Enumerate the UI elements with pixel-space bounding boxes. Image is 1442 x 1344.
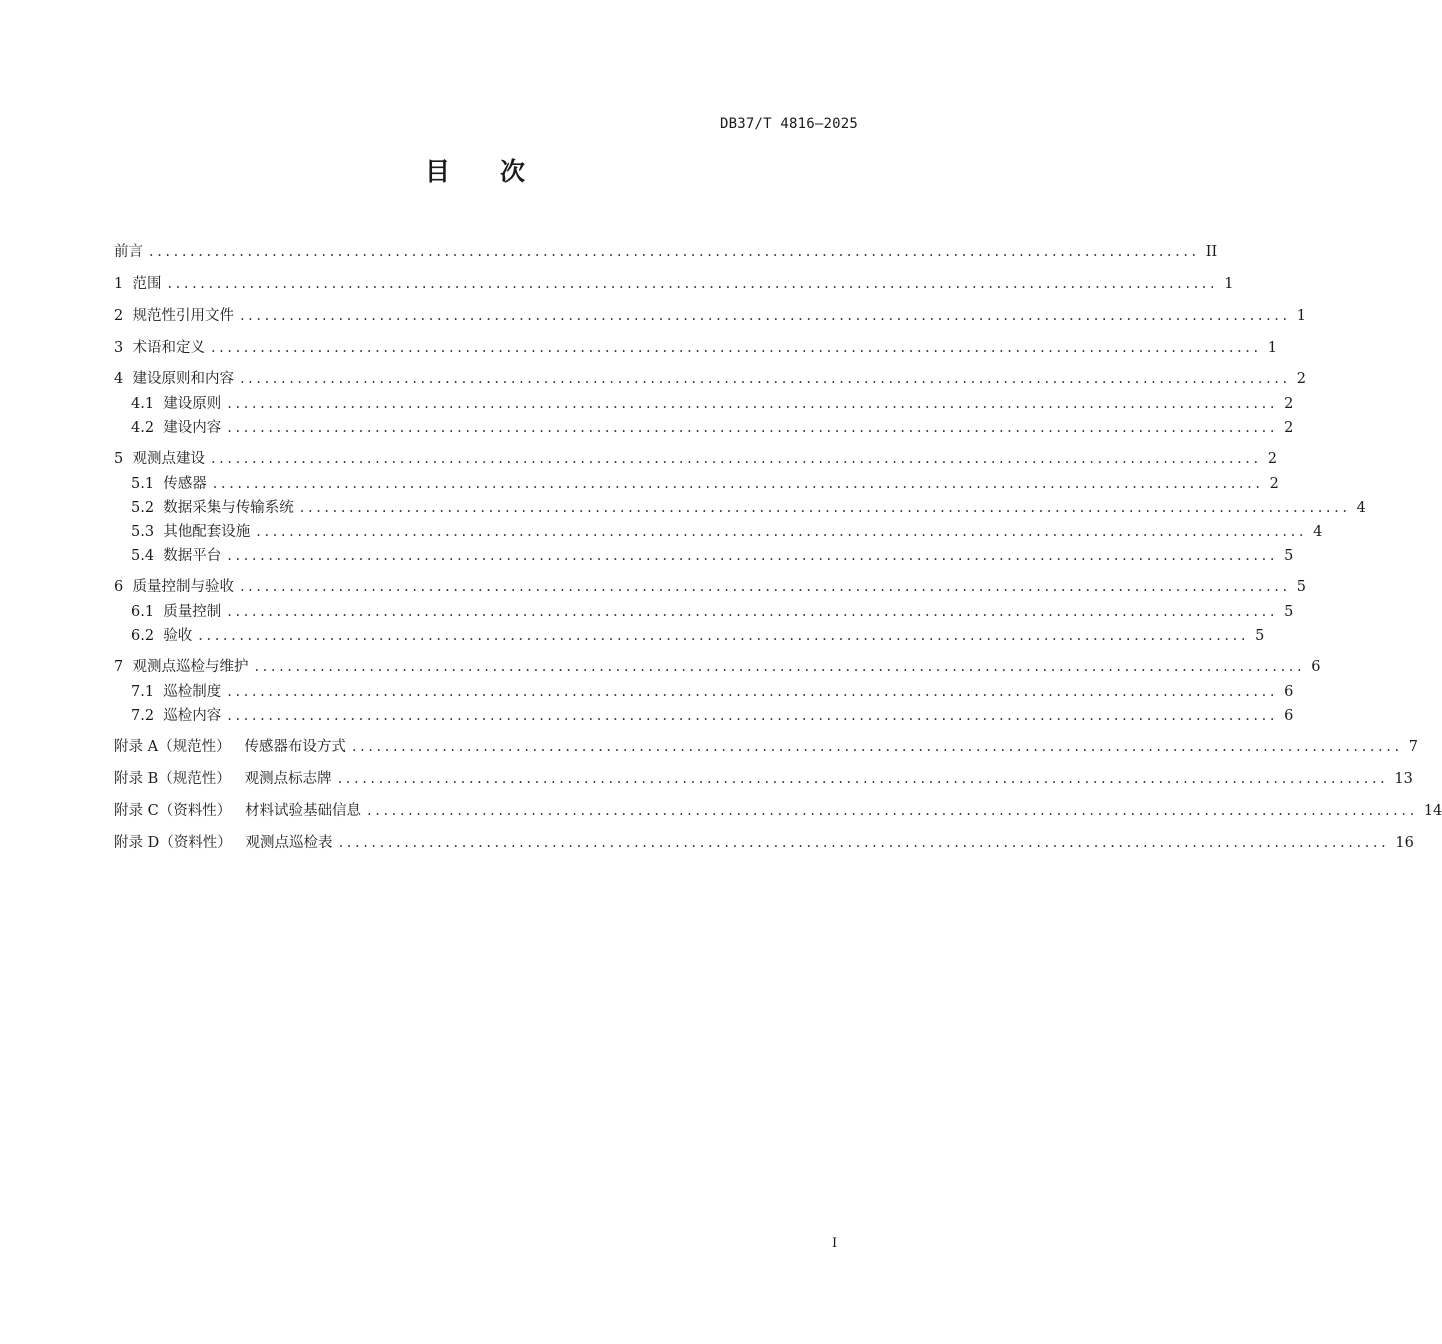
toc-page: 6: [1284, 684, 1294, 700]
toc-label: 观测点建设: [132, 451, 205, 467]
dot-leader: ................................................................................................................................: [239, 579, 1291, 595]
dot-leader: ................................................................................................................................: [227, 684, 1279, 700]
dot-leader: ................................................................................................................................: [227, 708, 1279, 724]
dot-leader: ................................................................................................................................: [210, 340, 1262, 356]
toc-page: 5: [1284, 548, 1294, 564]
toc-number: 7.1: [131, 684, 164, 700]
dot-leader: ................................................................................................................................: [351, 739, 1403, 755]
toc-page: 4: [1313, 524, 1323, 540]
dot-leader: ................................................................................................................................: [256, 524, 1308, 540]
toc-label: 传感器: [163, 476, 207, 492]
toc-entry[interactable]: [131, 474, 1279, 494]
dot-leader: ................................................................................................................................: [227, 548, 1279, 564]
toc-entry[interactable]: [114, 274, 1234, 294]
toc-label: 巡检制度: [163, 684, 222, 700]
document-code: DB37/T 4816—2025: [719, 116, 858, 132]
toc-label: 建设原则: [163, 396, 222, 412]
toc-label: 附录 B（规范性） 观测点标志牌: [114, 771, 332, 787]
toc-label: 附录 C（资料性） 材料试验基础信息: [114, 803, 362, 819]
toc-page: 2: [1284, 396, 1294, 412]
toc-number: 6.2: [131, 628, 164, 644]
title-part-2: 次: [500, 157, 526, 186]
toc-number: 6: [114, 579, 133, 595]
dot-leader: ................................................................................................................................: [198, 628, 1250, 644]
toc-number: 5.4: [131, 548, 164, 564]
toc-number: 5: [114, 451, 133, 467]
dot-leader: ................................................................................................................................: [227, 396, 1279, 412]
toc-entry[interactable]: [131, 498, 1366, 518]
toc-page: 5: [1296, 579, 1306, 595]
toc-label: 观测点巡检与维护: [132, 659, 249, 675]
title-part-1: 目: [424, 157, 450, 186]
dot-leader: ................................................................................................................................: [227, 420, 1279, 436]
toc-page: 6: [1284, 708, 1294, 724]
toc-page: 2: [1267, 451, 1277, 467]
toc-page: II: [1205, 244, 1218, 260]
toc-label: 前言: [114, 244, 143, 260]
toc-label: 数据平台: [163, 548, 222, 564]
dot-leader: ................................................................................................................................: [239, 308, 1291, 324]
toc-entry[interactable]: [131, 522, 1323, 542]
toc-page: 5: [1255, 628, 1265, 644]
toc-entry[interactable]: [114, 737, 1418, 757]
toc-number: 4.2: [131, 420, 164, 436]
toc-label: 附录 D（资料性） 观测点巡检表: [114, 835, 333, 851]
toc-number: 4.1: [131, 396, 164, 412]
dot-leader: ................................................................................................................................: [149, 244, 1200, 260]
toc-entry[interactable]: [114, 577, 1306, 597]
dot-leader: ................................................................................................................................: [367, 803, 1418, 819]
dot-leader: ................................................................................................................................: [167, 276, 1219, 292]
toc-page: 14: [1423, 803, 1442, 819]
toc-entry[interactable]: [114, 833, 1414, 853]
toc-label: 巡检内容: [163, 708, 222, 724]
toc-label: 建设原则和内容: [132, 371, 234, 387]
toc-label: 术语和定义: [132, 340, 205, 356]
toc-label: 其他配套设施: [163, 524, 251, 540]
toc-entry[interactable]: [131, 706, 1294, 726]
toc-page: 2: [1296, 371, 1306, 387]
dot-leader: ................................................................................................................................: [239, 371, 1291, 387]
toc-label: 数据采集与传输系统: [163, 500, 294, 516]
toc-page: 1: [1224, 276, 1234, 292]
toc-page: 7: [1408, 739, 1418, 755]
toc-entry[interactable]: [114, 657, 1321, 677]
toc-entry[interactable]: [131, 682, 1294, 702]
toc-number: 3: [114, 340, 133, 356]
toc-entry[interactable]: [131, 602, 1294, 622]
toc-entry[interactable]: [114, 242, 1218, 262]
toc-entry[interactable]: [131, 418, 1294, 438]
toc-label: 建设内容: [163, 420, 222, 436]
toc-label: 验收: [163, 628, 193, 644]
toc-number: 5.2: [131, 500, 164, 516]
dot-leader: ................................................................................................................................: [210, 451, 1262, 467]
toc-entry[interactable]: [131, 626, 1265, 646]
dot-leader: ................................................................................................................................: [254, 659, 1306, 675]
toc-number: 2: [114, 308, 133, 324]
toc-label: 规范性引用文件: [132, 308, 234, 324]
dot-leader: ................................................................................................................................: [227, 604, 1279, 620]
toc-page: 6: [1311, 659, 1321, 675]
toc-page: 2: [1269, 476, 1279, 492]
toc-label: 质量控制与验收: [132, 579, 234, 595]
toc-number: 6.1: [131, 604, 164, 620]
toc-entry[interactable]: [131, 394, 1294, 414]
dot-leader: ................................................................................................................................: [212, 476, 1264, 492]
toc-label: 范围: [132, 276, 162, 292]
toc-entry[interactable]: [114, 369, 1306, 389]
page-title: [0, 152, 950, 188]
toc-entry[interactable]: [114, 338, 1277, 358]
toc-number: 5.1: [131, 476, 164, 492]
toc-entry[interactable]: [114, 769, 1413, 789]
toc-entry[interactable]: [114, 449, 1277, 469]
toc-label: 附录 A（规范性） 传感器布设方式: [114, 739, 346, 755]
toc-entry[interactable]: [114, 306, 1306, 326]
toc-page: 1: [1267, 340, 1277, 356]
toc-entry[interactable]: [114, 801, 1442, 821]
dot-leader: ................................................................................................................................: [338, 835, 1390, 851]
toc-number: 1: [114, 276, 133, 292]
toc-label: 质量控制: [163, 604, 222, 620]
toc-number: 4: [114, 371, 133, 387]
toc-entry[interactable]: [131, 546, 1294, 566]
toc-page: 16: [1395, 835, 1414, 851]
toc-number: 7.2: [131, 708, 164, 724]
dot-leader: ................................................................................................................................: [299, 500, 1351, 516]
toc-number: 5.3: [131, 524, 164, 540]
toc-number: 7: [114, 659, 133, 675]
page-number: I: [832, 1236, 838, 1251]
toc-page: 1: [1296, 308, 1306, 324]
toc-page: 13: [1394, 771, 1413, 787]
toc-page: 2: [1284, 420, 1294, 436]
toc-page: 5: [1284, 604, 1294, 620]
toc-page: 4: [1356, 500, 1366, 516]
dot-leader: ................................................................................................................................: [337, 771, 1389, 787]
